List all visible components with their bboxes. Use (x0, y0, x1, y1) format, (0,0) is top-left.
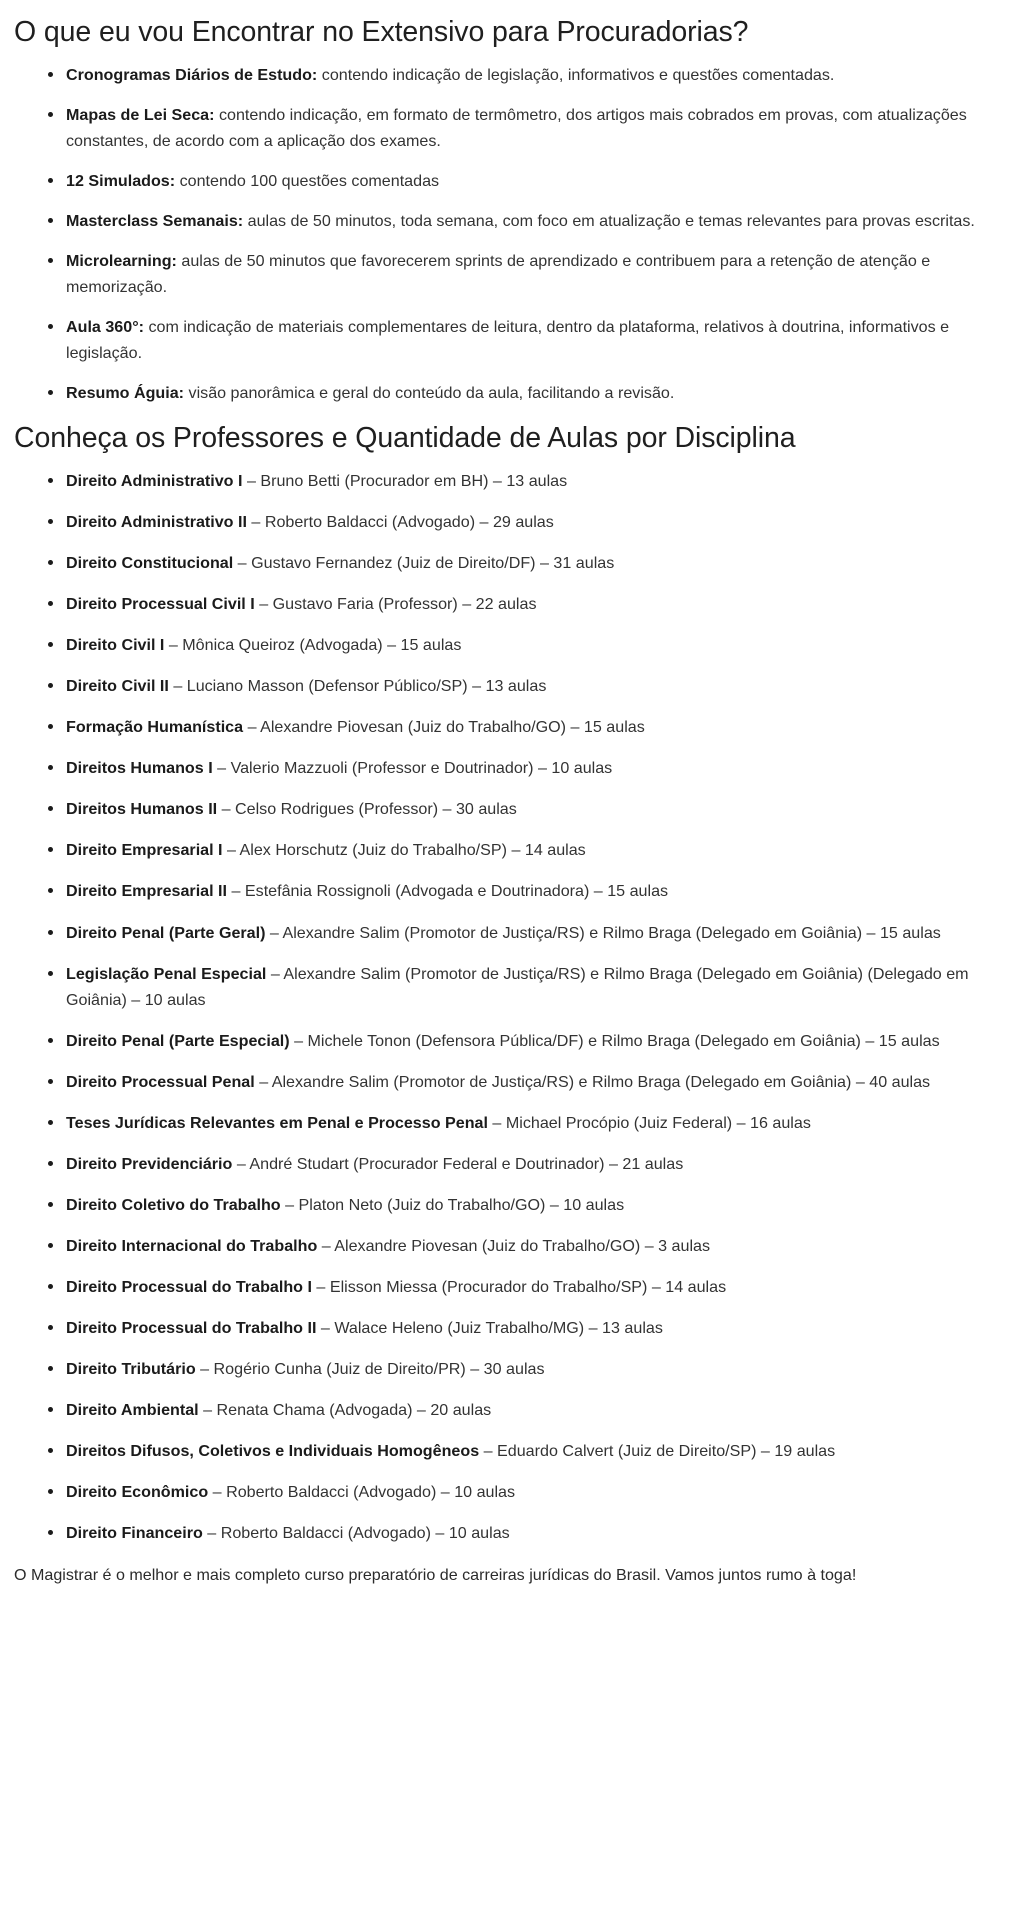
feature-label: Cronogramas Diários de Estudo: (66, 65, 318, 84)
feature-detail: contendo indicação de legislação, informativos e questões comentadas. (317, 65, 835, 84)
discipline-label: Direito Processual Penal (66, 1072, 255, 1091)
discipline-detail: – Rogério Cunha (Juiz de Direito/PR) – 30 aulas (195, 1360, 545, 1379)
discipline-detail: – Alexandre Salim (Promotor de Justiça/RS) e Rilmo Braga (Delegado em Goiânia) (Delegado em Goiânia) – 10 aulas (66, 964, 969, 1009)
list-item (48, 1028, 998, 1054)
discipline-label: Direito Previdenciário (66, 1154, 233, 1173)
list-item (48, 1151, 998, 1177)
discipline-detail: – Bruno Betti (Procurador em BH) – 13 aulas (242, 471, 568, 490)
discipline-label: Direitos Difusos, Coletivos e Individuais Homogêneos (66, 1442, 480, 1461)
feature-label: Mapas de Lei Seca: (66, 105, 215, 124)
features-list (14, 62, 998, 407)
list-item (48, 468, 998, 494)
discipline-detail: – Roberto Baldacci (Advogado) – 10 aulas (208, 1483, 516, 1502)
discipline-label: Direitos Humanos II (66, 800, 218, 819)
list-item (48, 509, 998, 535)
feature-detail: aulas de 50 minutos, toda semana, com foco em atualização e temas relevantes para provas escritas. (243, 211, 975, 230)
list-item (48, 632, 998, 658)
discipline-label: Direito Empresarial II (66, 882, 228, 901)
feature-detail: com indicação de materiais complementares de leitura, dentro da plataforma, relativos à doutrina, informativos e legislação. (66, 318, 950, 363)
discipline-detail: – Valerio Mazzuoli (Professor e Doutrinador) – 10 aulas (212, 759, 613, 778)
discipline-label: Formação Humanística (66, 718, 244, 737)
list-item (48, 380, 998, 406)
discipline-detail: – Michele Tonon (Defensora Pública/DF) e Rilmo Braga (Delegado em Goiânia) – 15 aulas (289, 1031, 940, 1050)
feature-label: Resumo Águia: (66, 384, 185, 403)
discipline-detail: – Michael Procópio (Juiz Federal) – 16 aulas (487, 1113, 811, 1132)
discipline-label: Legislação Penal Especial (66, 964, 267, 983)
discipline-label: Direito Administrativo I (66, 471, 243, 490)
discipline-label: Direito Penal (Parte Especial) (66, 1031, 290, 1050)
discipline-label: Direito Processual Civil I (66, 595, 255, 614)
feature-label: Microlearning: (66, 251, 177, 270)
discipline-detail: – André Studart (Procurador Federal e Doutrinador) – 21 aulas (232, 1154, 684, 1173)
discipline-detail: – Roberto Baldacci (Advogado) – 29 aulas (246, 512, 554, 531)
list-item (48, 1274, 998, 1300)
list-item (48, 714, 998, 740)
discipline-detail: – Eduardo Calvert (Juiz de Direito/SP) – 19 aulas (479, 1442, 836, 1461)
disciplines-list (14, 468, 998, 1547)
discipline-label: Direito Ambiental (66, 1401, 199, 1420)
discipline-detail: – Alex Horschutz (Juiz do Trabalho/SP) – 14 aulas (222, 841, 586, 860)
list-item (48, 1356, 998, 1382)
discipline-detail: – Roberto Baldacci (Advogado) – 10 aulas (202, 1524, 510, 1543)
list-item (48, 208, 998, 234)
list-item (48, 550, 998, 576)
discipline-detail: – Renata Chama (Advogada) – 20 aulas (198, 1401, 492, 1420)
feature-detail: contendo 100 questões comentadas (175, 171, 440, 190)
list-item (48, 1315, 998, 1341)
feature-detail: contendo indicação, em formato de termômetro, dos artigos mais cobrados em provas, com atualizações constantes, de acordo com a aplicação dos exames. (66, 105, 967, 150)
list-item (48, 837, 998, 863)
discipline-detail: – Walace Heleno (Juiz Trabalho/MG) – 13 aulas (316, 1319, 663, 1338)
list-item (48, 1110, 998, 1136)
discipline-detail: – Mônica Queiroz (Advogada) – 15 aulas (164, 636, 462, 655)
list-item (48, 314, 998, 366)
feature-detail: aulas de 50 minutos que favorecerem sprints de aprendizado e contribuem para a retenção de atenção e memorização. (66, 251, 931, 296)
list-item (48, 102, 998, 154)
list-item (48, 961, 998, 1013)
list-item (48, 1438, 998, 1464)
discipline-label: Direito Civil I (66, 636, 165, 655)
discipline-label: Direito Penal (Parte Geral) (66, 923, 266, 942)
discipline-detail: – Gustavo Faria (Professor) – 22 aulas (254, 595, 537, 614)
feature-detail: visão panorâmica e geral do conteúdo da aula, facilitando a revisão. (184, 384, 675, 403)
discipline-label: Direito Civil II (66, 677, 169, 696)
list-item (48, 796, 998, 822)
discipline-detail: – Platon Neto (Juiz do Trabalho/GO) – 10 aulas (280, 1195, 625, 1214)
discipline-label: Direito Tributário (66, 1360, 196, 1379)
discipline-detail: – Alexandre Piovesan (Juiz do Trabalho/GO) – 15 aulas (243, 718, 645, 737)
list-item (48, 920, 998, 946)
list-item (48, 1069, 998, 1095)
discipline-detail: – Luciano Masson (Defensor Público/SP) – 13 aulas (168, 677, 547, 696)
section-two-heading: Conheça os Professores e Quantidade de Aulas por Disciplina (14, 422, 796, 455)
discipline-label: Direito Processual do Trabalho I (66, 1278, 312, 1297)
discipline-label: Direito Econômico (66, 1483, 209, 1502)
list-item (48, 62, 998, 88)
discipline-label: Direito Administrativo II (66, 512, 247, 531)
feature-label: Aula 360°: (66, 318, 144, 337)
discipline-label: Direito Processual do Trabalho II (66, 1319, 317, 1338)
feature-label: 12 Simulados: (66, 171, 176, 190)
discipline-detail: – Alexandre Salim (Promotor de Justiça/RS) e Rilmo Braga (Delegado em Goiânia) – 40 aulas (254, 1072, 931, 1091)
feature-label: Masterclass Semanais: (66, 211, 244, 230)
discipline-label: Direito Financeiro (66, 1524, 203, 1543)
discipline-detail: – Alexandre Piovesan (Juiz do Trabalho/GO) – 3 aulas (317, 1237, 711, 1256)
discipline-label: Direito Empresarial I (66, 841, 223, 860)
list-item (48, 755, 998, 781)
list-item (48, 248, 998, 300)
list-item (48, 1233, 998, 1259)
discipline-detail: – Elisson Miessa (Procurador do Trabalho/SP) – 14 aulas (311, 1278, 727, 1297)
list-item (48, 168, 998, 194)
list-item (48, 1192, 998, 1218)
closing-paragraph: O Magistrar é o melhor e mais completo curso preparatório de carreiras jurídicas do Brasil. Vamos juntos rumo à toga! (14, 1565, 857, 1584)
list-item (48, 1520, 998, 1546)
discipline-label: Direito Constitucional (66, 553, 234, 572)
discipline-label: Direito Coletivo do Trabalho (66, 1195, 281, 1214)
discipline-label: Teses Jurídicas Relevantes em Penal e Processo Penal (66, 1113, 488, 1132)
list-item (48, 673, 998, 699)
list-item (48, 1479, 998, 1505)
section-one-heading: O que eu vou Encontrar no Extensivo para Procuradorias? (14, 16, 749, 48)
discipline-label: Direito Internacional do Trabalho (66, 1237, 318, 1256)
discipline-detail: – Celso Rodrigues (Professor) – 30 aulas (217, 800, 517, 819)
list-item (48, 591, 998, 617)
discipline-detail: – Gustavo Fernandez (Juiz de Direito/DF) – 31 aulas (233, 553, 615, 572)
discipline-label: Direitos Humanos I (66, 759, 213, 778)
discipline-detail: – Estefânia Rossignoli (Advogada e Doutrinadora) – 15 aulas (227, 882, 669, 901)
discipline-detail: – Alexandre Salim (Promotor de Justiça/RS) e Rilmo Braga (Delegado em Goiânia) – 15 aulas (265, 923, 941, 942)
list-item (48, 1397, 998, 1423)
list-item (48, 878, 998, 904)
